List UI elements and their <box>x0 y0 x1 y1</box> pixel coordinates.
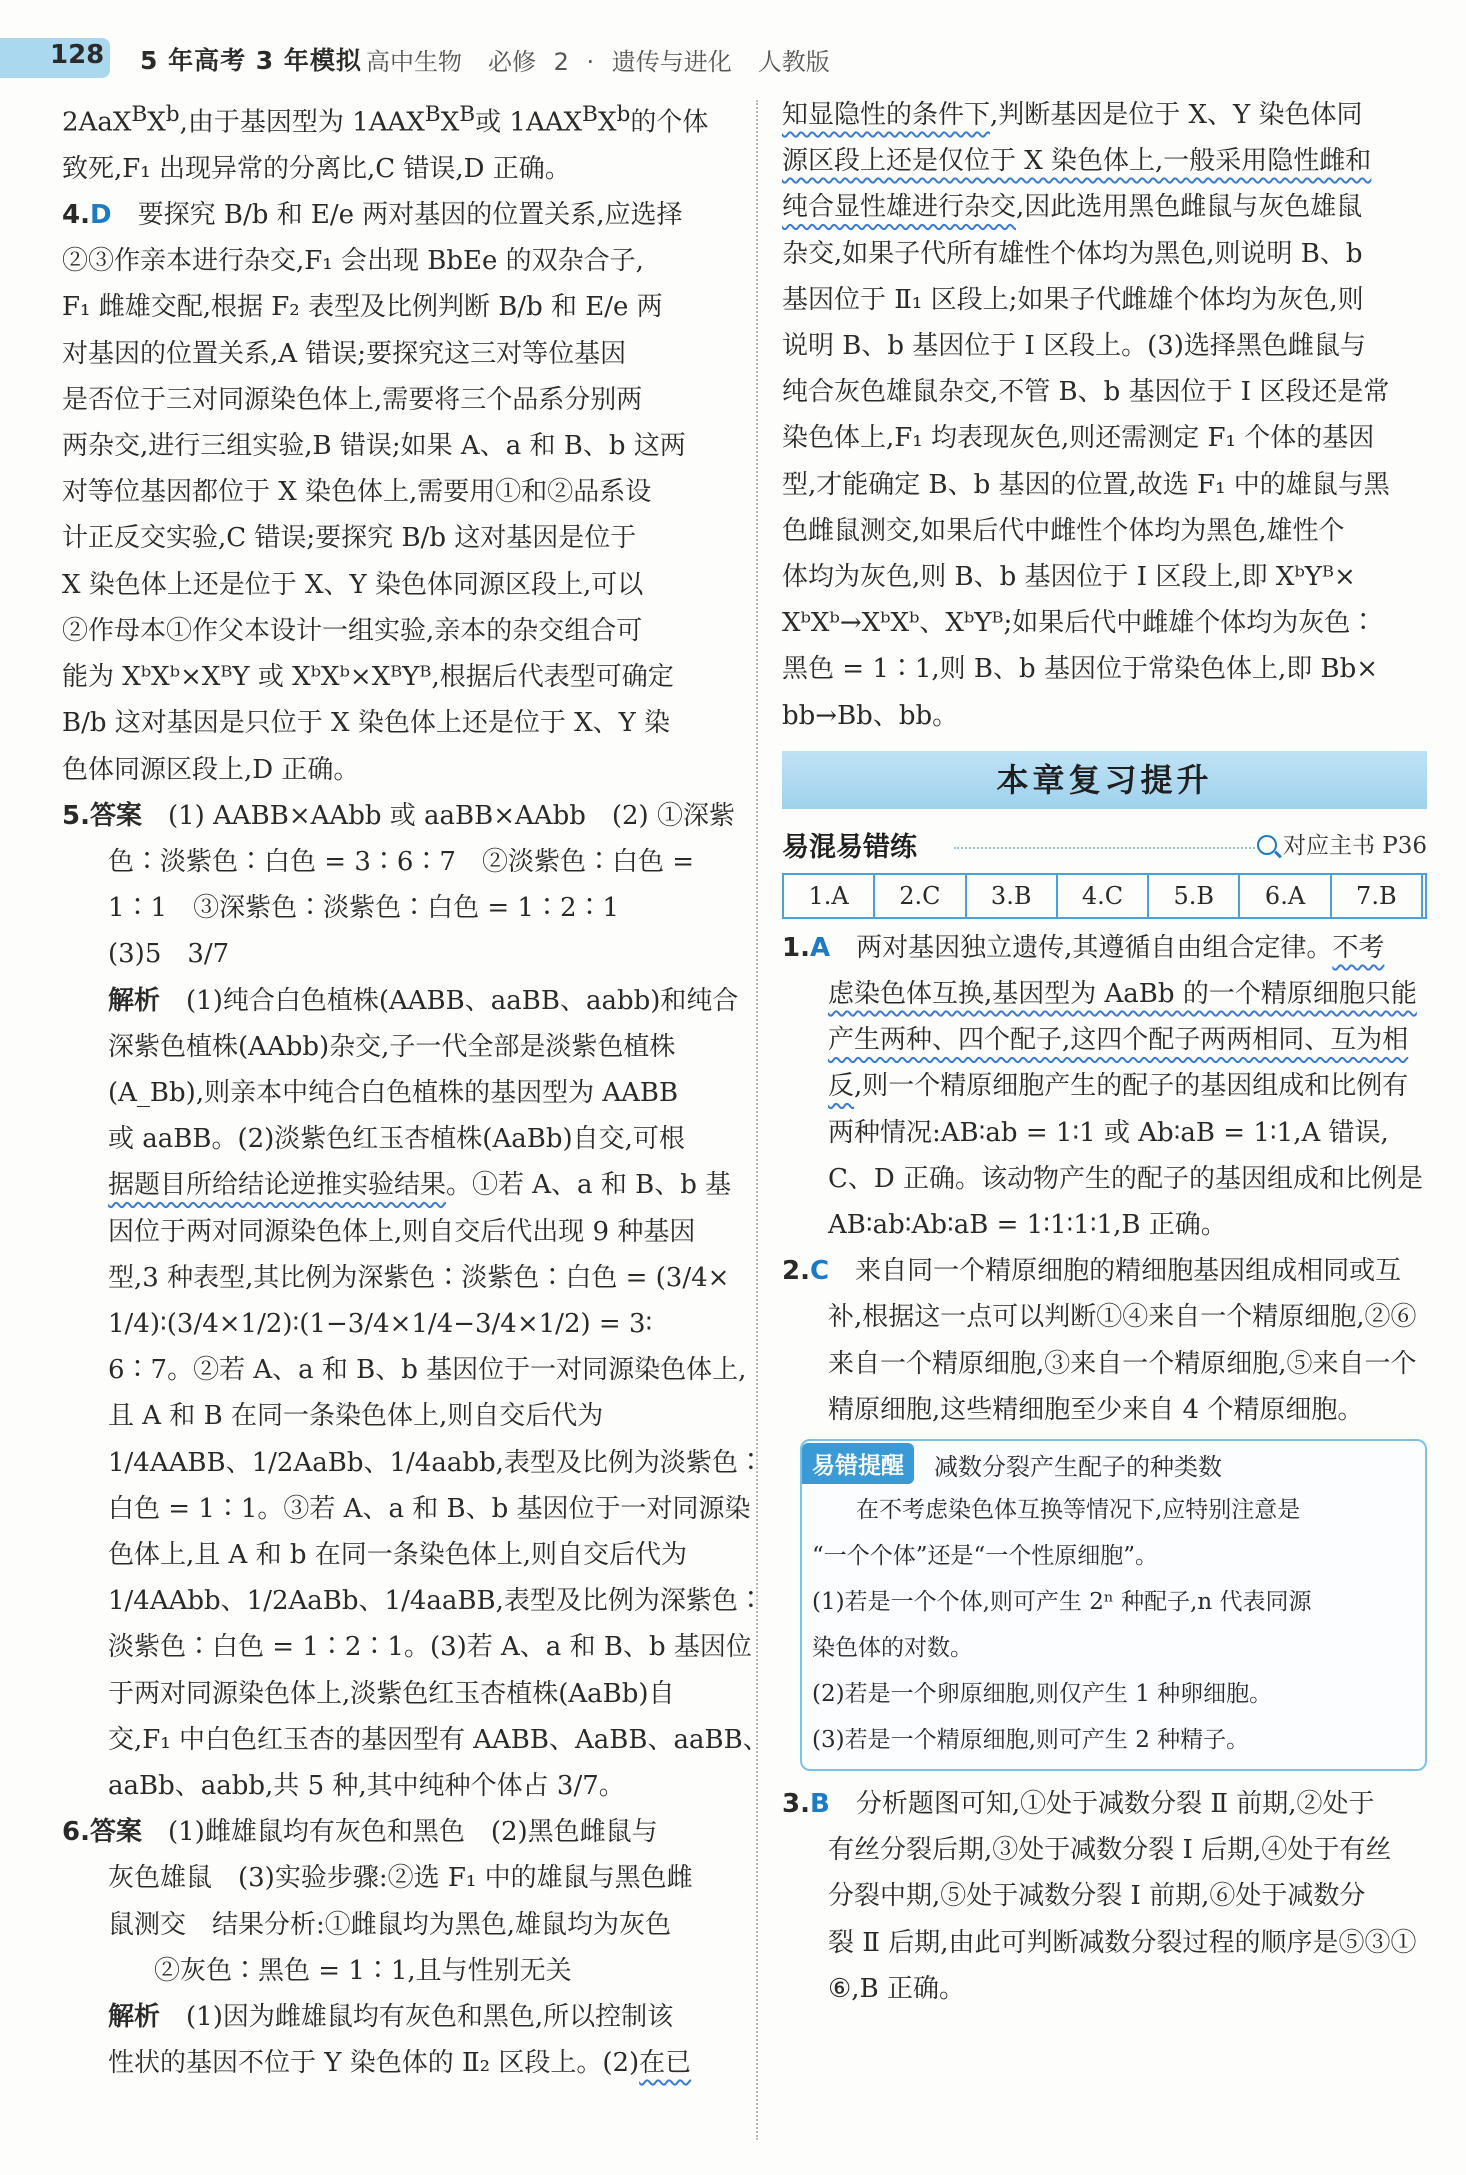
main-book-reference: 对应主书 P36 <box>1257 827 1427 860</box>
review-question-1: 1.A 两对基因独立遗传,其遵循自由组合定律。不考 虑染色体互换,基因型为 AaBb 的一个精原细胞只能 产生两种、四个配子,这四个配子两两相同、互为相 反,则一个精原细胞产生的配子的基因组成和比例有 两种情况:AB∶ab = 1∶1 或 Ab∶aB = 1∶1,A 错误, C、D 正确。该动物产生的配子的基因组成和比例是 AB∶ab∶Ab∶aB = 1∶1∶1∶1,B 正确。 <box>782 925 1427 1248</box>
q6-highlight: 源区段上还是仅位于 X 染色体上,一般采用隐性雌和 <box>782 146 1372 177</box>
r-q1-line: 两种情况:AB∶ab = 1∶1 或 Ab∶aB = 1∶1,A 错误, <box>828 1117 1389 1148</box>
search-icon <box>1257 835 1277 855</box>
answer-cell: 5.B <box>1148 874 1239 918</box>
answer-cell: 4.C <box>1057 874 1148 918</box>
r-q3-answer: B <box>809 1789 830 1820</box>
r-q3-line: 裂 Ⅱ 后期,由此可判断减数分裂过程的顺序是⑤③① <box>828 1927 1417 1958</box>
q4-line: B/b 这对基因是只位于 X 染色体上还是位于 X、Y 染 <box>62 708 671 739</box>
page-header <box>0 0 1466 76</box>
subject-label: 高中生物 <box>366 48 462 76</box>
tip-line: 染色体的对数。 <box>812 1635 973 1662</box>
answer-key-table <box>782 873 1427 919</box>
right-column: 知显隐性的条件下,判断基因是位于 X、Y 染色体同 源区段上还是仅位于 X 染色体上,一般采用隐性雌和 纯合显性雄进行杂交,因此选用黑色雌鼠与灰色雄鼠 杂交,如果子代所有雄性个体均为黑色,则说明 B、b 基因位于 Ⅱ₁ 区段上;如果子代雌雄个体均为灰色,则 说明 B、b 基因位于 Ⅰ 区段上。(3)选择黑色雌鼠与 纯合灰色雄鼠杂交,不管 B、b 基因位于 Ⅰ 区段还是常 染色体上,F₁ 均表现灰色,则还需测定 F₁ 个体的基因 型,才能确定 B、b 基因的位置,故选 F₁ 中的雄鼠与黑 色雌鼠测交,如果后代中雌性个体均为黑色,雄性个 体均为灰色,则 B、b 基因位于 Ⅰ 区段上,即 XᵇYᴮ× XᵇXᵇ→XᵇXᵇ、XᵇYᴮ;如果后代中雌雄个体均为灰色∶ 黑色 = 1∶1,则 B、b 基因位于常染色体上,即 Bb× bb→Bb、bb。 本章复习提升 易混易错练 对应主书 P36 1.A 2.C 3.B 4.C 5.B 6.A 7.B 1.A 两对基因独立遗传,其遵循自由组合定律。不考 虑染色体互换,基因型为 AaBb 的一个精原细胞只能 产生两种、四个配子,这四个配子两两相同、互为相 反,则一个精原细胞产生的配子的基因组成和比例有 两种情况:AB∶ab = 1∶1 或 Ab∶aB = 1∶1,A 错误, C、D 正确。该动物产生的配子的基因组成和比例是 AB∶ab∶Ab∶aB = 1∶1∶1∶1,B 正确。 2.C 来自同一个精原细胞的精细胞基因组成相同或互 补,根据这一点可以判断①④来自一个精原细胞,②⑥ 来自一个精原细胞,③来自一个精原细胞,⑤来自一个 精原细胞,这些精细胞至少来自 4 个精原细胞。 易错提醒 减数分裂产生配子的种类数 在不考虑染色体互换等情况下,应特别注意是 “一个个体”还是“一个性原细胞”。 (1)若是一个个体,则可产生 2ⁿ 种配子,n 代表同源 染色体的对数。 (2)若是一个卵原细胞,则仅产生 1 种卵细胞。 (3)若是一个精原细胞,则可产生 2 种精子。 3.B 分析题图可知,①处于减数分裂 Ⅱ 前期,②处于 有丝分裂后期,③处于减数分裂 Ⅰ 后期,④处于有丝 分裂中期,⑤处于减数分裂 Ⅰ 前期,⑥处于减数分 裂 Ⅱ 后期,由此可判断减数分裂过程的顺序是⑤③① ⑥,B 正确。 <box>782 92 1427 2012</box>
q4-answer: D <box>89 200 112 231</box>
r-q1-answer: A <box>809 932 831 963</box>
r-q1-highlight: 反 <box>828 1071 855 1102</box>
r-q1-line: C、D 正确。该动物产生的配子的基因组成和比例是 <box>828 1163 1424 1194</box>
q4-line: 对基因的位置关系,A 错误;要探究这三对等位基因 <box>62 338 627 369</box>
q5-analysis-line: 且 A 和 B 在同一条染色体上,则自交后代为 <box>108 1401 604 1432</box>
review-question-3: 3.B 分析题图可知,①处于减数分裂 Ⅱ 前期,②处于 有丝分裂后期,③处于减数分裂 Ⅰ 后期,④处于有丝 分裂中期,⑤处于减数分裂 Ⅰ 前期,⑥处于减数分 裂 Ⅱ 后期,由此可判断减数分裂过程的顺序是⑤③① ⑥,B 正确。 <box>782 1781 1427 2012</box>
q5-analysis-line: 白色 = 1∶1。③若 A、a 和 B、b 基因位于一对同源染 <box>108 1493 751 1524</box>
tip-line: (2)若是一个卵原细胞,则仅产生 1 种卵细胞。 <box>812 1681 1273 1708</box>
q5-analysis-line: 1/4)∶(3/4×1/2)∶(1−3/4×1/4−3/4×1/2) = 3∶ <box>108 1308 653 1339</box>
continued-line-2: 致死,F₁ 出现异常的分离比,C 错误,D 正确。 <box>62 153 571 184</box>
q6-analysis-line: 体均为灰色,则 B、b 基因位于 Ⅰ 区段上,即 XᵇYᴮ× <box>782 562 1356 593</box>
question-6 <box>62 1809 742 2086</box>
q4-line: 对等位基因都位于 X 染色体上,需要用①和②品系设 <box>62 477 652 508</box>
q6-analysis-line: 染色体上,F₁ 均表现灰色,则还需测定 F₁ 个体的基因 <box>782 423 1375 454</box>
q5-analysis-line: (1)纯合白色植株(AABB、aaBB、aabb)和纯合 <box>186 985 739 1016</box>
section-header <box>782 819 1427 867</box>
q4-number: 4. <box>62 200 90 231</box>
column-divider <box>756 100 759 2140</box>
q5-analysis-line: 深紫色植株(AAbb)杂交,子一代全部是淡紫色植株 <box>108 1031 676 1062</box>
q5-answer-line: (3)5 3/7 <box>108 939 230 970</box>
q4-line: 色体同源区段上,D 正确。 <box>62 754 360 785</box>
r-q2-line: 来自一个精原细胞,③来自一个精原细胞,⑤来自一个 <box>828 1348 1417 1379</box>
q6-analysis-line: 黑色 = 1∶1,则 B、b 基因位于常染色体上,即 Bb× <box>782 654 1379 685</box>
q5-analysis-line: 或 aaBB。(2)淡紫色红玉杏植株(AaBb)自交,可根 <box>108 1124 685 1155</box>
answer-cell: 6.A <box>1239 874 1330 918</box>
q4-line: X 染色体上还是位于 X、Y 染色体同源区段上,可以 <box>62 569 644 600</box>
q6-analysis-line: XᵇXᵇ→XᵇXᵇ、XᵇYᴮ;如果后代中雌雄个体均为灰色∶ <box>782 608 1377 639</box>
q4-line: F₁ 雌雄交配,根据 F₂ 表型及比例判断 B/b 和 E/e 两 <box>62 292 663 323</box>
q5-analysis-label: 解析 <box>108 985 161 1016</box>
q5-analysis-line: 于两对同源染色体上,淡紫色红玉杏植株(AaBb)自 <box>108 1678 675 1709</box>
answer-cell: 7.B <box>1331 874 1422 918</box>
q6-analysis-line: 基因位于 Ⅱ₁ 区段上;如果子代雌雄个体均为灰色,则 <box>782 284 1364 315</box>
r-q2-line: 精原细胞,这些精细胞至少来自 4 个精原细胞。 <box>828 1394 1364 1425</box>
q4-line: ②③作亲本进行杂交,F₁ 会出现 BbEe 的双杂合子, <box>62 246 644 277</box>
volume-label: 必修 2 · 遗传与进化 <box>488 48 732 76</box>
section-dotted-rule <box>954 847 1255 849</box>
book-subtitle <box>366 42 856 77</box>
question-5: 5.答案 (1) AABB×AAbb 或 aaBB×AAbb (2) ①深紫 色∶淡紫色∶白色 = 3∶6∶7 ②淡紫色∶白色 = 1∶1 ③深紫色∶淡紫色∶白色 = 1∶2∶1 (3)5 3/7 解析 (1)纯合白色植株(AABB、aaBB、aabb)和纯合 深紫色植株(AAbb)杂交,子一代全部是淡紫色植株 (A_Bb),则亲本中纯合白色植株的基因型为 AABB 或 aaBB。(2)淡紫色红玉杏植株(AaBb)自交,可根 据题目所给结论逆推实验结果。①若 A、a 和 B、b 基 因位于两对同源染色体上,则自交后代出现 9 种基因 型,3 种表型,其比例为深紫色∶淡紫色∶白色 = (3/4× 1/4)∶(3/4×1/2)∶(1−3/4×1/4−3/4×1/2) = 3∶ 6∶7。②若 A、a 和 B、b 基因位于一对同源染色体上, 且 A 和 B 在同一条染色体上,则自交后代为 1/4AABB、1/2AaBb、1/4aabb,表型及比例为淡紫色∶ 白色 = 1∶1。③若 A、a 和 B、b 基因位于一对同源染 色体上,且 A 和 b 在同一条染色体上,则自交后代为 1/4AAbb、1/2AaBb、1/4aaBB,表型及比例为深紫色∶ 淡紫色∶白色 = 1∶2∶1。(3)若 A、a 和 B、b 基因位 于两对同源染色体上,淡紫色红玉杏植株(AaBb)自 交,F₁ 中白色红玉杏的基因型有 AABB、AaBB、aaBB、 aaBb、aabb,共 5 种,其中纯种个体占 3/7。 <box>62 793 742 1809</box>
page-number: 128 <box>50 40 105 70</box>
q6-number: 6. <box>62 1817 90 1848</box>
r-q2-number: 2. <box>782 1256 810 1287</box>
r-q3-line: ⑥,B 正确。 <box>828 1973 965 2004</box>
q6-analysis-line: bb→Bb、bb。 <box>782 700 959 731</box>
q4-line: ②作母本①作父本设计一组实验,亲本的杂交组合可 <box>62 615 643 646</box>
q6-answer-line: 鼠测交 结果分析:①雌鼠均为黑色,雄鼠均为灰色 <box>108 1909 672 1940</box>
q6-analysis-line: 说明 B、b 基因位于 Ⅰ 区段上。(3)选择黑色雌鼠与 <box>782 331 1366 362</box>
tip-label: 易错提醒 <box>802 1443 914 1484</box>
q5-answer-line: (1) AABB×AAbb 或 aaBB×AAbb (2) ①深紫 <box>168 800 735 831</box>
tip-line: (3)若是一个精原细胞,则可产生 2 种精子。 <box>812 1727 1250 1754</box>
r-q1-highlight: 产生两种、四个配子,这四个配子两两相同、互为相 <box>828 1025 1409 1056</box>
q6-analysis-line: (1)因为雌雄鼠均有灰色和黑色,所以控制该 <box>186 2001 674 2032</box>
q6-highlight: 在已 <box>639 2048 692 2079</box>
q5-answer-label: 答案 <box>89 800 142 831</box>
answer-cell: 3.B <box>966 874 1057 918</box>
q6-analysis-line: 性状的基因不位于 Y 染色体的 Ⅱ₂ 区段上。(2) <box>108 2048 640 2079</box>
r-q1-highlight: 虑染色体互换,基因型为 AaBb 的一个精原细胞只能 <box>828 979 1417 1010</box>
q4-line: 两杂交,进行三组实验,B 错误;如果 A、a 和 B、b 这两 <box>62 431 686 462</box>
q6-analysis-label: 解析 <box>108 2001 161 2032</box>
q5-analysis-line: aaBb、aabb,共 5 种,其中纯种个体占 3/7。 <box>108 1770 625 1801</box>
r-q1-highlight: 不考 <box>1332 932 1385 963</box>
question-4 <box>62 192 742 793</box>
q4-line: 计正反交实验,C 错误;要探究 B/b 这对基因是位于 <box>62 523 637 554</box>
q6-highlight: 知显隐性的条件下 <box>782 100 991 130</box>
section-title: 易混易错练 <box>782 831 917 863</box>
left-column <box>62 92 769 2086</box>
q4-line: 是否位于三对同源染色体上,需要将三个品系分别两 <box>62 384 643 415</box>
r-q1-line: AB∶ab∶Ab∶aB = 1∶1∶1∶1,B 正确。 <box>828 1210 1227 1241</box>
q6-answer-line: 灰色雄鼠 (3)实验步骤:②选 F₁ 中的雄鼠与黑色雌 <box>108 1863 693 1894</box>
q5-analysis-line: (A_Bb),则亲本中纯合白色植株的基因型为 AABB <box>108 1077 679 1108</box>
q6-answer-line: ②灰色∶黑色 = 1∶1,且与性别无关 <box>154 1955 572 1986</box>
tip-line: 在不考虑染色体互换等情况下,应特别注意是 <box>856 1497 1301 1524</box>
q6-answer-label: 答案 <box>89 1817 142 1848</box>
q5-analysis-line: 1/4AABB、1/2AaBb、1/4aabb,表型及比例为淡紫色∶ <box>108 1447 764 1478</box>
q5-analysis-line: 色体上,且 A 和 b 在同一条染色体上,则自交后代为 <box>108 1539 688 1570</box>
answer-cell: 1.A <box>783 874 874 918</box>
r-q3-line: 分裂中期,⑤处于减数分裂 Ⅰ 前期,⑥处于减数分 <box>828 1881 1366 1912</box>
q5-analysis-line: 淡紫色∶白色 = 1∶2∶1。(3)若 A、a 和 B、b 基因位 <box>108 1632 752 1663</box>
q5-analysis-line: 1/4AAbb、1/2AaBb、1/4aaBB,表型及比例为深紫色∶ <box>108 1586 764 1617</box>
q5-highlight: 据题目所给结论逆推实验结果 <box>108 1170 447 1201</box>
q5-analysis-line: 型,3 种表型,其比例为深紫色∶淡紫色∶白色 = (3/4× <box>108 1262 730 1293</box>
chapter-review-banner: 本章复习提升 <box>782 751 1427 809</box>
continued-line-1: $2AaX^BX^b$,由于基因型为 $1AAX^BX^B$或 $1AAX^BX^b$的个体 <box>62 102 709 138</box>
answer-cell: 2.C <box>874 874 965 918</box>
tip-topic: 减数分裂产生配子的种类数 <box>934 1453 1222 1482</box>
r-q3-number: 3. <box>782 1789 810 1820</box>
q5-analysis-line: 因位于两对同源染色体上,则自交后代出现 9 种基因 <box>108 1216 696 1247</box>
r-q2-line: 补,根据这一点可以判断①④来自一个精原细胞,②⑥ <box>828 1302 1417 1333</box>
answer-cell <box>1422 874 1426 918</box>
q6-highlight: 纯合显性雄进行杂交 <box>782 192 1017 223</box>
r-q2-answer: C <box>809 1256 830 1287</box>
edition-label: 人教版 <box>757 48 830 76</box>
q4-line: 能为 XᵇXᵇ×XᴮY 或 XᵇXᵇ×XᴮYᴮ,根据后代表型可确定 <box>62 662 674 693</box>
q5-analysis-line: 交,F₁ 中白色红玉杏的基因型有 AABB、AaBB、aaBB、 <box>108 1724 769 1755</box>
tip-line: “一个个体”还是“一个性原细胞”。 <box>812 1543 1159 1570</box>
r-q1-number: 1. <box>782 932 810 963</box>
q5-analysis-line: 6∶7。②若 A、a 和 B、b 基因位于一对同源染色体上, <box>108 1355 747 1386</box>
q4-line: 要探究 B/b 和 E/e 两对基因的位置关系,应选择 <box>137 200 683 231</box>
book-brand: 5 年高考 3 年模拟 <box>140 46 362 75</box>
q6-analysis-line: 杂交,如果子代所有雄性个体均为黑色,则说明 B、b <box>782 238 1363 269</box>
q6-analysis-line: 色雌鼠测交,如果后代中雌性个体均为黑色,雄性个 <box>782 515 1345 546</box>
q5-answer-line: 1∶1 ③深紫色∶淡紫色∶白色 = 1∶2∶1 <box>108 893 620 924</box>
q5-number: 5. <box>62 800 90 831</box>
q6-answer-line: (1)雌雄鼠均有灰色和黑色 (2)黑色雌鼠与 <box>168 1817 658 1848</box>
common-mistake-tip-box <box>800 1439 1427 1771</box>
q6-analysis-line: 纯合灰色雄鼠杂交,不管 B、b 基因位于 Ⅰ 区段还是常 <box>782 377 1390 408</box>
q5-answer-line: 色∶淡紫色∶白色 = 3∶6∶7 ②淡紫色∶白色 = <box>108 846 694 877</box>
r-q3-line: 有丝分裂后期,③处于减数分裂 Ⅰ 后期,④处于有丝 <box>828 1835 1392 1866</box>
tip-line: (1)若是一个个体,则可产生 2ⁿ 种配子,n 代表同源 <box>812 1589 1312 1616</box>
review-question-2: 2.C 来自同一个精原细胞的精细胞基因组成相同或互 补,根据这一点可以判断①④来自一个精原细胞,②⑥ 来自一个精原细胞,③来自一个精原细胞,⑤来自一个 精原细胞,这些精细胞至少来自 4 个精原细胞。 <box>782 1248 1427 1433</box>
q6-analysis-line: 型,才能确定 B、b 基因的位置,故选 F₁ 中的雄鼠与黑 <box>782 469 1390 500</box>
